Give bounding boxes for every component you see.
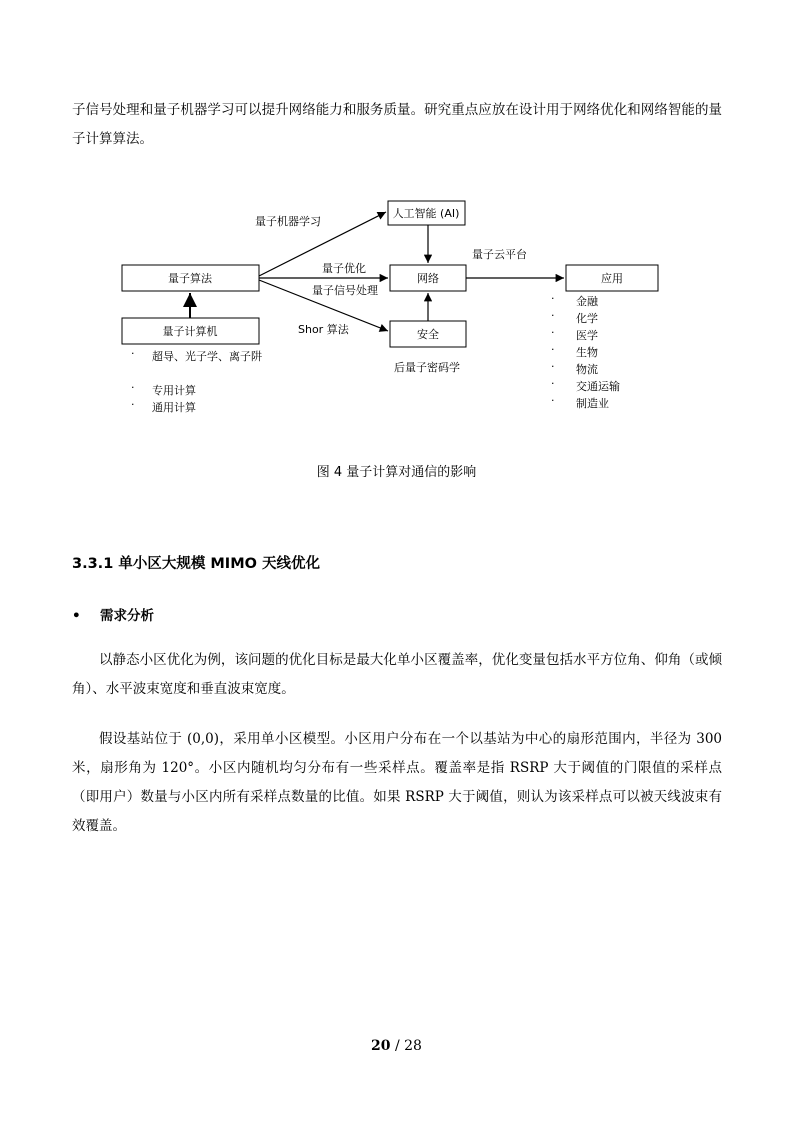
application-list-item: 交通运输: [576, 380, 620, 393]
application-list-item: 物流: [576, 363, 598, 376]
edge-label-pqc: 后量子密码学: [394, 361, 460, 374]
node-ai: 人工智能 (AI): [392, 207, 460, 220]
demand-analysis-title: 需求分析: [100, 608, 154, 624]
computer-list-item: 专用计算: [152, 384, 196, 397]
application-list-bullet: ·: [551, 326, 555, 339]
top-paragraph: 子信号处理和量子机器学习可以提升网络能力和服务质量。研究重点应放在设计用于网络优化和网络智能的量子计算算法。: [72, 102, 722, 147]
page-current: 20: [371, 1038, 391, 1054]
figure-caption: 图 4 量子计算对通信的影响: [316, 465, 477, 480]
computer-list-bullet: ·: [131, 381, 135, 394]
node-quantum-algorithm: 量子算法: [168, 272, 212, 285]
application-list-bullet: ·: [551, 377, 555, 390]
computer-list-bullet: ·: [131, 347, 135, 360]
quantum-impact-diagram: [0, 190, 793, 430]
node-network: 网络: [417, 272, 439, 285]
computer-list-item: 超导、光子学、离子阱: [152, 350, 262, 363]
application-list-item: 化学: [576, 312, 598, 325]
section-heading: 3.3.1 单小区大规模 MIMO 天线优化: [72, 556, 321, 572]
edge-label-q-opt: 量子优化: [322, 262, 366, 275]
node-security: 安全: [417, 328, 439, 341]
application-list: [551, 292, 620, 410]
computer-list-bullet: ·: [131, 398, 135, 411]
edge-label-q-signal: 量子信号处理: [312, 284, 378, 297]
bullet-dot: •: [72, 608, 81, 624]
application-list-bullet: ·: [551, 394, 555, 407]
paragraph-2: 假设基站位于 (0,0)，采用单小区模型。小区用户分布在一个以基站为中心的扇形范围内，半径为 300 米，扇形角为 120°。小区内随机均匀分布有一些采样点。覆盖率是指 RSRP 大于阈值的门限值的采样点（即用户）数量与小区内所有采样点数量的比值。如果 RSRP 大于阈值，则认为该采样点可以被天线波束有效覆盖。: [72, 731, 722, 834]
node-application: 应用: [601, 272, 623, 285]
application-list-item: 金融: [576, 295, 598, 308]
page-total: 28: [404, 1038, 422, 1054]
application-list-bullet: ·: [551, 360, 555, 373]
application-list-bullet: ·: [551, 343, 555, 356]
page-separator: /: [390, 1038, 405, 1054]
application-list-item: 生物: [576, 346, 598, 359]
paragraph-1: 以静态小区优化为例，该问题的优化目标是最大化单小区覆盖率，优化变量包括水平方位角、仰角（或倾角）、水平波束宽度和垂直波束宽度。: [72, 652, 722, 697]
computer-list-item: 通用计算: [152, 401, 196, 414]
application-list-item: 制造业: [576, 397, 609, 410]
computer-list: [131, 347, 262, 414]
application-list-bullet: ·: [551, 292, 555, 305]
page-number: [0, 1038, 793, 1054]
application-list-item: 医学: [576, 329, 598, 342]
edge-label-shor: Shor 算法: [298, 323, 349, 336]
edge-label-qml: 量子机器学习: [255, 215, 321, 228]
edge-label-q-cloud: 量子云平台: [472, 248, 527, 261]
demand-analysis-heading: [72, 604, 154, 624]
node-quantum-computer: 量子计算机: [162, 325, 218, 338]
application-list-bullet: ·: [551, 309, 555, 322]
